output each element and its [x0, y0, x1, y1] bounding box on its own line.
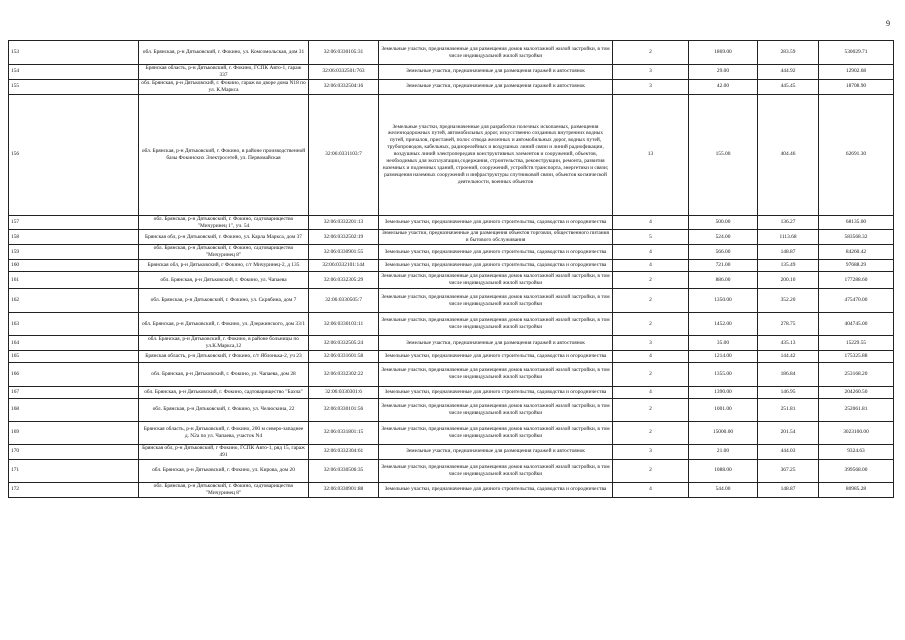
area-cell: 1869.00	[689, 41, 758, 65]
specific-value-cell: 146.95	[758, 386, 819, 398]
land-use-cell: Земельные участки, предназначенные для размещения домов малоэтажной жилой застройки, в том числе индивидуальной жилой застройки	[379, 362, 613, 386]
table-row	[9, 272, 894, 289]
table-row	[9, 362, 894, 386]
row-number-cell: 168	[9, 398, 139, 421]
address-cell: обл. Брянская, р-н Дятьковский, г. Фокино, садтоварищество "Мичуринец 8"	[139, 245, 309, 260]
row-number-cell: 155	[9, 79, 139, 94]
area-cell: 21.00	[689, 444, 758, 459]
address-cell: обл. Брянская, р-н Дятьковский, г. Фокино, садтоварищество "Мичуринец 1", уч. 54	[139, 215, 309, 230]
address-cell: обл. Брянская, р-н Дятьковский, г. Фокино, ул. Чапаева, дом 28	[139, 362, 309, 386]
use-group-cell: 2	[613, 459, 689, 482]
land-use-cell: Земельные участки, предназначенные для размещения домов малоэтажной жилой застройки, в том числе индивидуальной жилой застройки	[379, 398, 613, 421]
use-group-cell: 4	[613, 215, 689, 230]
cadastral-number-cell: 32:06:0332305:29	[309, 272, 379, 289]
cadastral-value-cell: 252061.81	[819, 398, 894, 421]
cadastral-number-cell: 32:06:0332504:16	[309, 79, 379, 94]
cadastral-number-cell: 32:06:0330505:7	[309, 289, 379, 313]
area-cell: 155.00	[689, 94, 758, 215]
cadastral-value-cell: 399568.00	[819, 459, 894, 482]
cadastral-number-cell: 32:06:0330301:6	[309, 386, 379, 398]
specific-value-cell: 1113.68	[758, 230, 819, 245]
cadastral-number-cell: 32:06:0330506:35	[309, 459, 379, 482]
cadastral-value-cell: 62691.30	[819, 94, 894, 215]
address-cell: Брянская обл, р-н Дятьковский, г Фокино, ГСПК Авто-1, ряд 15, гараж 491	[139, 444, 309, 459]
cadastral-number-cell: 32:06:0332304:61	[309, 444, 379, 459]
cadastral-value-cell: 583568.32	[819, 230, 894, 245]
cadastral-number-cell: 32:06:0332502:19	[309, 230, 379, 245]
address-cell: обл. Брянская, р-н Дятьковский, г. Фокино, гараж во дворе дома N18 по ул. К.Маркса	[139, 79, 309, 94]
address-cell: обл. Брянская, р-н Дятьковский, г. Фокино, ул. Чапаева	[139, 272, 309, 289]
table-row	[9, 350, 894, 362]
row-number-cell: 160	[9, 260, 139, 272]
row-number-cell: 164	[9, 336, 139, 351]
table-row	[9, 230, 894, 245]
land-use-cell: Земельные участки, предназначенные для размещения гаражей и автостоянок	[379, 79, 613, 94]
land-use-cell: Земельные участки, предназначенные для размещения домов малоэтажной жилой застройки, в том числе индивидуальной жилой застройки	[379, 41, 613, 65]
land-use-cell: Земельные участки, предназначенные для дачного строительства, садоводства и огородничества	[379, 245, 613, 260]
cadastral-value-cell: 204260.50	[819, 386, 894, 398]
specific-value-cell: 367.25	[758, 459, 819, 482]
cadastral-number-cell: 32:06:0332501:763	[309, 65, 379, 80]
specific-value-cell: 148.87	[758, 482, 819, 497]
land-use-cell: Земельные участки, предназначенные для дачного строительства, садоводства и огородничества	[379, 386, 613, 398]
area-cell: 566.00	[689, 245, 758, 260]
land-plots-table	[8, 40, 894, 498]
cadastral-value-cell: 84260.42	[819, 245, 894, 260]
use-group-cell: 4	[613, 386, 689, 398]
area-cell: 721.00	[689, 260, 758, 272]
table-row	[9, 289, 894, 313]
cadastral-value-cell: 68135.00	[819, 215, 894, 230]
use-group-cell: 3	[613, 79, 689, 94]
table-row	[9, 444, 894, 459]
row-number-cell: 157	[9, 215, 139, 230]
cadastral-value-cell: 12902.68	[819, 65, 894, 80]
specific-value-cell: 444.03	[758, 444, 819, 459]
address-cell: Брянская обл, р-н Дятьковский, г Фокино, с/т Мичуринец-2, д 135	[139, 260, 309, 272]
area-cell: 1452.00	[689, 313, 758, 336]
table-row	[9, 386, 894, 398]
specific-value-cell: 148.87	[758, 245, 819, 260]
table-row	[9, 482, 894, 497]
cadastral-value-cell: 18708.90	[819, 79, 894, 94]
specific-value-cell: 352.20	[758, 289, 819, 313]
area-cell: 1214.00	[689, 350, 758, 362]
row-number-cell: 156	[9, 94, 139, 215]
cadastral-value-cell: 177288.60	[819, 272, 894, 289]
land-use-cell: Земельные участки, предназначенные для дачного строительства, садоводства и огородничества	[379, 350, 613, 362]
land-use-cell: Земельные участки, предназначенные для размещения домов малоэтажной жилой застройки, в том числе индивидуальной жилой застройки	[379, 289, 613, 313]
page-number: 9	[886, 19, 890, 28]
table-row	[9, 313, 894, 336]
use-group-cell: 2	[613, 421, 689, 444]
use-group-cell: 2	[613, 272, 689, 289]
address-cell: обл. Брянская, р-н Дятьковский, г. Фокино, ул. Скрябина, дом 7	[139, 289, 309, 313]
cadastral-number-cell: 32:06:0330101:56	[309, 398, 379, 421]
cadastral-value-cell: 530029.71	[819, 41, 894, 65]
use-group-cell: 2	[613, 41, 689, 65]
use-group-cell: 2	[613, 362, 689, 386]
address-cell: обл. Брянская, р-н Дятьковский, г. Фокино, ул. Комсомольская, дом 31	[139, 41, 309, 65]
land-use-cell: Земельные участки, предназначенные для размещения гаражей и автостоянок	[379, 336, 613, 351]
cadastral-value-cell: 9324.63	[819, 444, 894, 459]
cadastral-number-cell: 32:06:0331801:15	[309, 421, 379, 444]
specific-value-cell: 251.81	[758, 398, 819, 421]
specific-value-cell: 278.75	[758, 313, 819, 336]
row-number-cell: 163	[9, 313, 139, 336]
row-number-cell: 159	[9, 245, 139, 260]
address-cell: обл. Брянская, р-н Дятьковский, г. Фокино, ул. Челюскина, 22	[139, 398, 309, 421]
cadastral-value-cell: 97688.29	[819, 260, 894, 272]
use-group-cell: 3	[613, 65, 689, 80]
cadastral-value-cell: 15229.55	[819, 336, 894, 351]
use-group-cell: 2	[613, 289, 689, 313]
row-number-cell: 162	[9, 289, 139, 313]
land-use-cell: Земельные участки, предназначенные для размещения домов малоэтажной жилой застройки, в том числе индивидуальной жилой застройки	[379, 313, 613, 336]
cadastral-value-cell: 475470.00	[819, 289, 894, 313]
address-cell: обл. Брянская, р-н Дятьковский, г. Фокино, ул. Дзержинского, дом 33/1	[139, 313, 309, 336]
area-cell: 886.00	[689, 272, 758, 289]
use-group-cell: 4	[613, 260, 689, 272]
table-row	[9, 65, 894, 80]
land-use-cell: Земельные участки, предназначенные для дачного строительства, садоводства и огородничества	[379, 215, 613, 230]
table-row	[9, 41, 894, 65]
table-row	[9, 459, 894, 482]
land-use-cell: Земельные участки, предназначенные для размещения домов малоэтажной жилой застройки, в том числе индивидуальной жилой застройки	[379, 421, 613, 444]
specific-value-cell: 136.27	[758, 215, 819, 230]
area-cell: 1001.00	[689, 398, 758, 421]
cadastral-value-cell: 175325.88	[819, 350, 894, 362]
table-row	[9, 215, 894, 230]
row-number-cell: 170	[9, 444, 139, 459]
land-use-cell: Земельные участки, предназначенные для дачного строительства, садоводства и огородничества	[379, 260, 613, 272]
land-use-cell: Земельные участки, предназначенные для размещения домов малоэтажной жилой застройки, в том числе индивидуальной жилой застройки	[379, 459, 613, 482]
area-cell: 1390.00	[689, 386, 758, 398]
cadastral-number-cell: 32:06:0331103:7	[309, 94, 379, 215]
cadastral-number-cell: 32:06:0332201:13	[309, 215, 379, 230]
cadastral-number-cell: 32:06:0330901:55	[309, 245, 379, 260]
area-cell: 35.00	[689, 336, 758, 351]
specific-value-cell: 283.59	[758, 41, 819, 65]
table-row	[9, 94, 894, 215]
address-cell: обл. Брянская, р-н Дятьковский, г. Фокино, в районе больницы по ул.К.Маркса,12	[139, 336, 309, 351]
area-cell: 29.00	[689, 65, 758, 80]
specific-value-cell: 201.54	[758, 421, 819, 444]
address-cell: Брянская обл, р-н Дятьковский, г. Фокино, ул. Карла Маркса, дом 37	[139, 230, 309, 245]
row-number-cell: 154	[9, 65, 139, 80]
cadastral-value-cell: 253168.20	[819, 362, 894, 386]
address-cell: Брянская область, р-н Дятьковский, г Фокино, с/т Яблонька-2, уч 23	[139, 350, 309, 362]
row-number-cell: 169	[9, 421, 139, 444]
specific-value-cell: 186.84	[758, 362, 819, 386]
use-group-cell: 4	[613, 245, 689, 260]
row-number-cell: 166	[9, 362, 139, 386]
table-row	[9, 336, 894, 351]
row-number-cell: 153	[9, 41, 139, 65]
land-use-cell: Земельные участки, предназначенные для размещения гаражей и автостоянок	[379, 65, 613, 80]
specific-value-cell: 135.49	[758, 260, 819, 272]
use-group-cell: 4	[613, 482, 689, 497]
address-cell: Брянская область, р-н Дятьковский, г. Фокино, 200 м северо-западнее д. N2а по ул. Чапаева, участок N4	[139, 421, 309, 444]
cadastral-number-cell: 32:06:0332302:22	[309, 362, 379, 386]
use-group-cell: 5	[613, 230, 689, 245]
row-number-cell: 161	[9, 272, 139, 289]
cadastral-value-cell: 404745.00	[819, 313, 894, 336]
land-use-cell: Земельные участки, предназначенные для разработки полезных ископаемых, размещения железнодорожных путей, автомобильных дорог, искусственно созданных внутренних водных путей, причалов, пристаней, полос отвода железных и автомобильных дорог, водных путей, трубопроводов, кабельных, радиорелейных и воздушных линий связи и линий радиофикации, воздушных линий электропередачи конструктивных элементов и сооружений, объектов, необходимых для эксплуатации,содержания, строительства, реконструкции, ремонта, развития наземных и подземных зданий, строений, сооружений, устройств транспорта, энергетики и связи; размещения наземных сооружений и инфраструктуры спутниковой связи, объектов космической деятельности, военных объектов	[379, 94, 613, 215]
specific-value-cell: 444.92	[758, 65, 819, 80]
use-group-cell: 2	[613, 398, 689, 421]
area-cell: 544.00	[689, 482, 758, 497]
use-group-cell: 2	[613, 313, 689, 336]
cadastral-number-cell: 32:06:0332101:144	[309, 260, 379, 272]
land-use-cell: Земельные участки, предназначенные для размещения домов малоэтажной жилой застройки, в том числе индивидуальной жилой застройки	[379, 272, 613, 289]
cadastral-number-cell: 32:06:0330901:88	[309, 482, 379, 497]
specific-value-cell: 445.45	[758, 79, 819, 94]
cadastral-number-cell: 32:06:0330103:11	[309, 313, 379, 336]
use-group-cell: 13	[613, 94, 689, 215]
use-group-cell: 3	[613, 444, 689, 459]
table-row	[9, 421, 894, 444]
table-row	[9, 245, 894, 260]
area-cell: 1088.00	[689, 459, 758, 482]
cadastral-value-cell: 80985.28	[819, 482, 894, 497]
land-use-cell: Земельные участки, предназначенные для размещения объектов торговли, общественного питания и бытового обслуживания	[379, 230, 613, 245]
address-cell: Брянская область, р-н Дятьковский, г. Фокино, ГСПК Авто-1, гараж 337	[139, 65, 309, 80]
specific-value-cell: 404.46	[758, 94, 819, 215]
row-number-cell: 158	[9, 230, 139, 245]
land-use-cell: Земельные участки, предназначенные для размещения гаражей и автостоянок	[379, 444, 613, 459]
specific-value-cell: 435.13	[758, 336, 819, 351]
row-number-cell: 165	[9, 350, 139, 362]
table-row	[9, 398, 894, 421]
table-row	[9, 260, 894, 272]
row-number-cell: 167	[9, 386, 139, 398]
area-cell: 1355.00	[689, 362, 758, 386]
address-cell: обл. Брянская, р-н Дятьковский, г. Фокино, садтоварищество "Бахча"	[139, 386, 309, 398]
address-cell: обл. Брянская, р-н Дятьковский, г. Фокино, в районе производственной базы Фокинских Электросетей, ул. Первомайская	[139, 94, 309, 215]
use-group-cell: 4	[613, 350, 689, 362]
cadastral-number-cell: 32:06:0332505:24	[309, 336, 379, 351]
area-cell: 42.00	[689, 79, 758, 94]
address-cell: обл. Брянская, р-н Дятьковский, г. Фокино, ул. Кирова, дом 20	[139, 459, 309, 482]
row-number-cell: 172	[9, 482, 139, 497]
cadastral-value-cell: 3023100.00	[819, 421, 894, 444]
address-cell: обл. Брянская, р-н Дятьковский, г. Фокино, садтоварищество "Мичуринец 8"	[139, 482, 309, 497]
table-row	[9, 79, 894, 94]
area-cell: 15000.00	[689, 421, 758, 444]
land-use-cell: Земельные участки, предназначенные для дачного строительства, садоводства и огородничества	[379, 482, 613, 497]
area-cell: 1350.00	[689, 289, 758, 313]
area-cell: 500.00	[689, 215, 758, 230]
specific-value-cell: 144.42	[758, 350, 819, 362]
cadastral-number-cell: 32:06:0330105:31	[309, 41, 379, 65]
specific-value-cell: 200.10	[758, 272, 819, 289]
cadastral-number-cell: 32:06:0331601:58	[309, 350, 379, 362]
use-group-cell: 3	[613, 336, 689, 351]
area-cell: 524.00	[689, 230, 758, 245]
row-number-cell: 171	[9, 459, 139, 482]
